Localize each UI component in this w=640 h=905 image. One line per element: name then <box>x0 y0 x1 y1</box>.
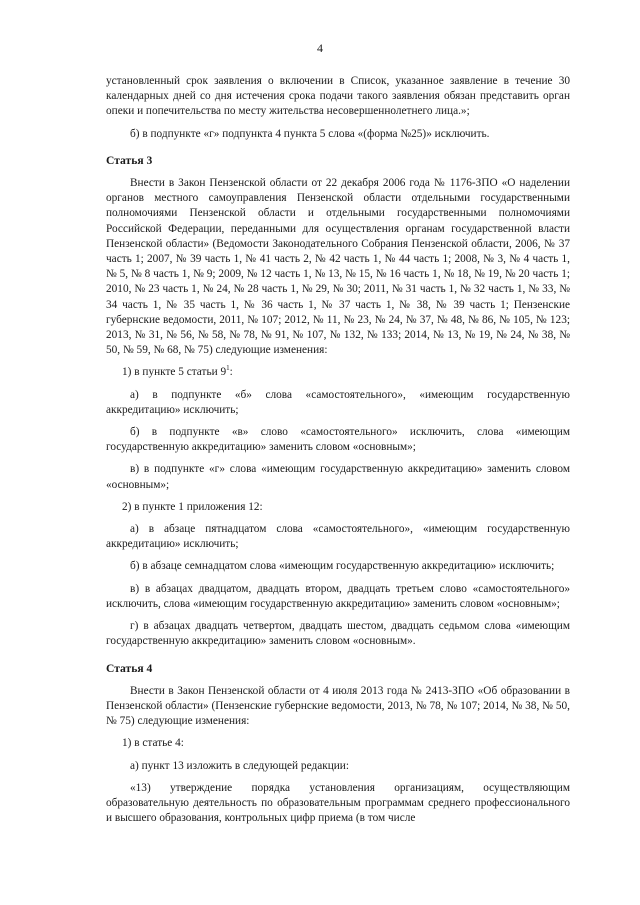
paragraph: установленный срок заявления о включении в Список, указанное заявление в течение 30 календарных дней со дня истечения срока подачи такого заявления обязан представить орган опеки и попечительства по месту жительства несовершеннолетнего лица.»; <box>106 75 570 118</box>
list-item: 1) в пункте 5 статьи $9^1$: <box>122 364 233 379</box>
paragraph: г) в абзацах двадцать четвертом, двадцать шестом, двадцать седьмом слова «имеющим государственную аккредитацию» заменить словом «основным». <box>106 620 570 648</box>
paragraph: «13) утверждение порядка установления организациям, осуществляющим образовательную деятельность по образовательным программам среднего профессионального и высшего образования, контрольных цифр приема (в том числе <box>106 781 570 825</box>
paragraph: а) в абзаце пятнадцатом слова «самостоятельного», «имеющим государственную аккредитацию» исключить; <box>106 523 570 551</box>
list-item: 2) в пункте 1 приложения 12: <box>122 500 263 513</box>
paragraph: в) в подпункте «г» слова «имеющим государственную аккредитацию» заменить словом «основным»; <box>106 463 570 491</box>
paragraph: а) в подпункте «б» слова «самостоятельного», «имеющим государственную аккредитацию» исключить; <box>106 388 570 416</box>
paragraph: а) пункт 13 изложить в следующей редакции: <box>130 759 349 772</box>
paragraph: б) в подпункте «г» подпункта 4 пункта 5 слова «(форма №25)» исключить. <box>130 127 490 140</box>
list-item: 1) в статье 4: <box>122 737 184 750</box>
paragraph: б) в подпункте «в» слово «самостоятельного» исключить, слова «имеющим государственную аккредитацию» заменить словом «основным»; <box>106 426 570 454</box>
paragraph: Внести в Закон Пензенской области от 4 июля 2013 года № 2413-ЗПО «Об образовании в Пензенской области» (Пензенские губернские ведомости, 2013, № 78, № 107; 2014, № 38, № 50, № 75) следующие изменения: <box>106 684 570 728</box>
paragraph: Внести в Закон Пензенской области от 22 декабря 2006 года № 1176-ЗПО «О наделении органов местного самоуправления Пензенской области отдельными государственными полномочиями Пензенской области и отдельными государственными полномочиями Российской Федерации, переданными для осуществления органам государственной власти Пензенской области» (Ведомости Законодательного Собрания Пензенской области, 2006, № 37 часть 1; 2007, № 39 часть 1, № 41 часть 2, № 42 часть 1, № 44 часть 1; 2008, № 3, № 4 часть 1, № 5, № 8 часть 1, № 9; 2009, № 12 часть 1, № 13, № 15, № 16 часть 1, № 18, № 19, № 20 часть 1; 2010, № 23 часть 1, № 24, № 28 часть 1, № 29, № 30; 2011, № 31 часть 1, № 32 часть 1, № 33, № 34 часть 1, № 35 часть 1, № 36 часть 1, № 37 часть 1, № 38, № 39 часть 1; Пензенские губернские ведомости, 2011, № 107; 2012, № 11, № 23, № 24, № 37, № 48, № 86, № 105, № 123; 2013, № 31, № 56, № 58, № 78, № 91, № 107, № 132, № 133; 2014, № 13, № 19, № 24, № 38, № 50, № 59, № 68, № 75) следующие изменения: <box>106 177 570 357</box>
page-number: 4 <box>317 41 323 55</box>
article-heading: Статья 3 <box>106 153 153 167</box>
document-body <box>106 74 570 833</box>
paragraph: в) в абзацах двадцатом, двадцать втором, двадцать третьем слово «самостоятельного» исключить, слова «имеющим государственную аккредитацию» заменить словом «основным»; <box>106 582 570 610</box>
article-heading: Статья 4 <box>106 661 153 675</box>
paragraph: б) в абзаце семнадцатом слова «имеющим государственную аккредитацию» исключить; <box>130 560 555 573</box>
